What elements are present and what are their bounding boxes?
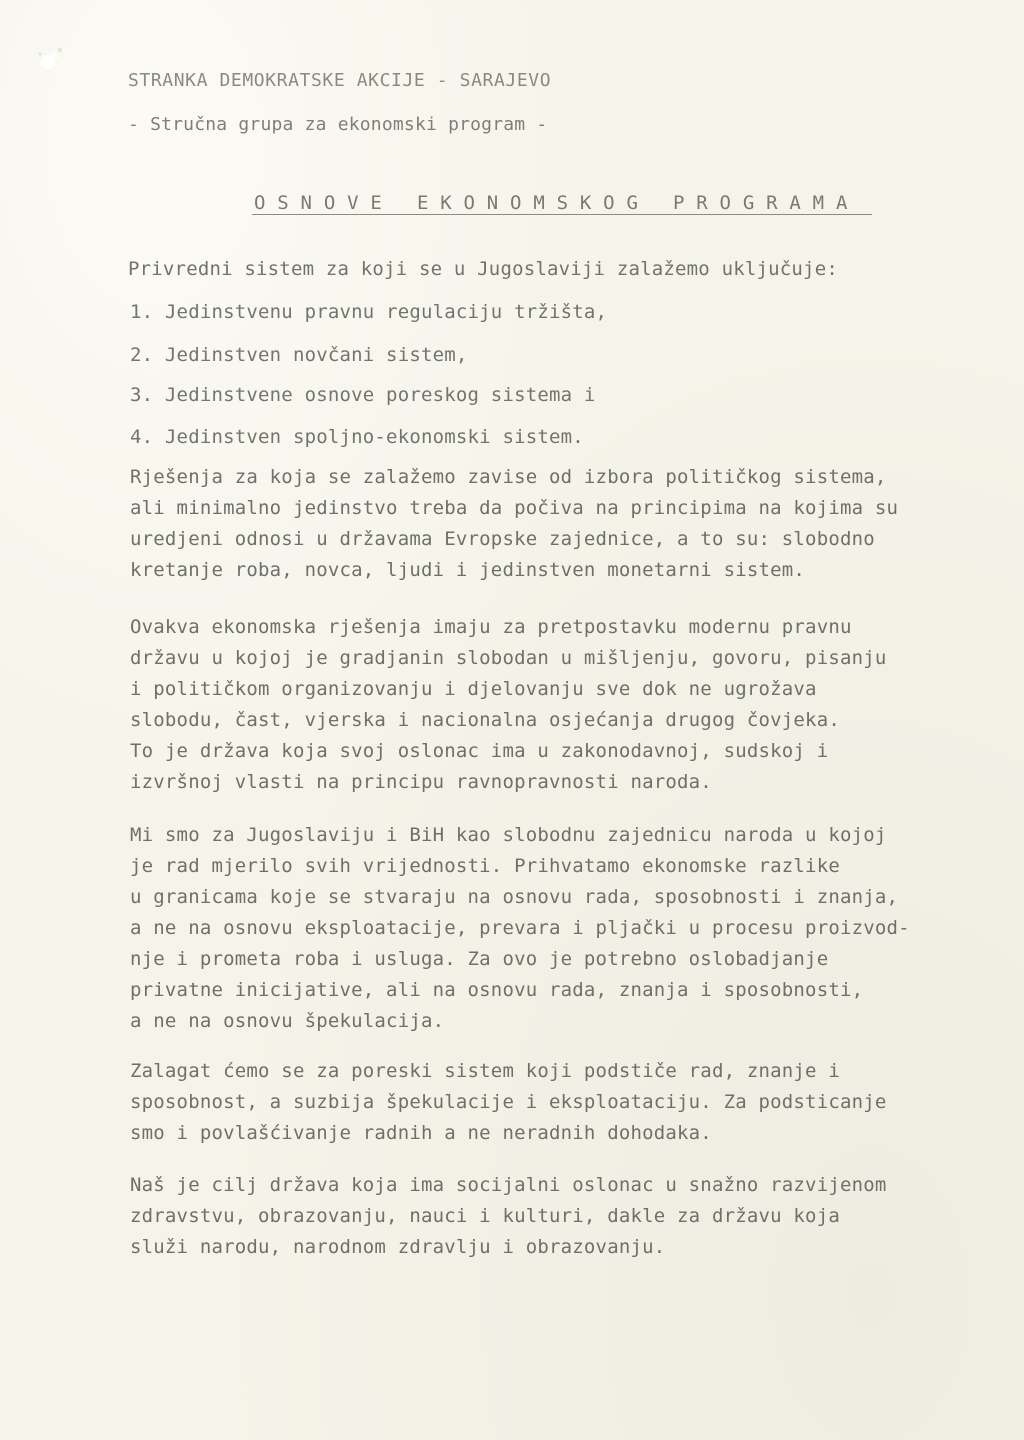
paragraph-1 [130,462,1000,586]
paragraph-line: državu u kojoj je gradjanin slobodan u mišljenju, govoru, pisanju [130,647,887,669]
intro-sentence: Privredni sistem za koji se u Jugoslaviji zalažemo uključuje: [128,258,838,280]
paragraph-line: uredjeni odnosi u državama Evropske zajednice, a to su: slobodno [130,528,875,550]
paragraph-line: nje i prometa roba i usluga. Za ovo je potrebno oslobadjanje [130,948,829,970]
paragraph-line: u granicama koje se stvaraju na osnovu rada, sposobnosti i znanja, [130,886,899,908]
paragraph-2 [130,612,1000,798]
paragraph-line: sposobnost, a suzbija špekulacije i eksploataciju. Za podsticanje [130,1091,887,1113]
paragraph-line: i političkom organizovanju i djelovanju sve dok ne ugrožava [130,678,817,700]
paragraph-line: ali minimalno jedinstvo treba da počiva na principima na kojima su [130,497,899,519]
paragraph-line: Zalagat ćemo se za poreski sistem koji podstiče rad, znanje i [130,1060,840,1082]
list-item-4: 4. Jedinstven spoljno-ekonomski sistem. [130,426,584,448]
paragraph-line: zdravstvu, obrazovanju, nauci i kulturi, dakle za državu koja [130,1205,840,1227]
paragraph-line: je rad mjerilo svih vrijednosti. Prihvatamo ekonomske razlike [130,855,840,877]
paragraph-line: a ne na osnovu eksploatacije, prevara i pljački u procesu proizvod- [130,917,910,939]
list-item-3: 3. Jedinstvene osnove poreskog sistema i [130,384,596,406]
paragraph-line: Rješenja za koja se zalažemo zavise od izbora političkog sistema, [130,466,887,488]
paragraph-line: Naš je cilj država koja ima socijalni oslonac u snažno razvijenom [130,1174,887,1196]
paragraph-line: To je država koja svoj oslonac ima u zakonodavnoj, sudskoj i [130,740,829,762]
list-item-2: 2. Jedinstven novčani sistem, [130,344,468,366]
organization-name: STRANKA DEMOKRATSKE AKCIJE - SARAJEVO [128,70,552,91]
working-group-name: - Stručna grupa za ekonomski program - [128,114,548,135]
title-underline [252,214,872,215]
paragraph-line: a ne na osnovu špekulacija. [130,1010,445,1032]
paragraph-line: slobodu, čast, vjerska i nacionalna osjećanja drugog čovjeka. [130,709,840,731]
paragraph-line: smo i povlašćivanje radnih a ne neradnih dohodaka. [130,1122,712,1144]
document-title: O S N O V E E K O N O M S K O G P R O G R A M A [254,192,848,214]
paragraph-line: privatne inicijative, ali na osnovu rada, znanja i sposobnosti, [130,979,864,1001]
paragraph-line: Mi smo za Jugoslaviju i BiH kao slobodnu zajednicu naroda u kojoj [130,824,887,846]
paragraph-line: služi narodu, narodnom zdravlju i obrazovanju. [130,1236,666,1258]
paragraph-line: Ovakva ekonomska rješenja imaju za pretpostavku modernu pravnu [130,616,852,638]
paragraph-line: izvršnoj vlasti na principu ravnopravnosti naroda. [130,771,712,793]
paragraph-line: kretanje roba, novca, ljudi i jedinstven monetarni sistem. [130,559,806,581]
paragraph-3 [130,820,1000,1037]
list-item-1: 1. Jedinstvenu pravnu regulaciju tržišta, [130,301,608,323]
paragraph-5 [130,1170,1000,1263]
paper-damage-mark [30,40,70,80]
paragraph-4 [130,1056,1000,1149]
